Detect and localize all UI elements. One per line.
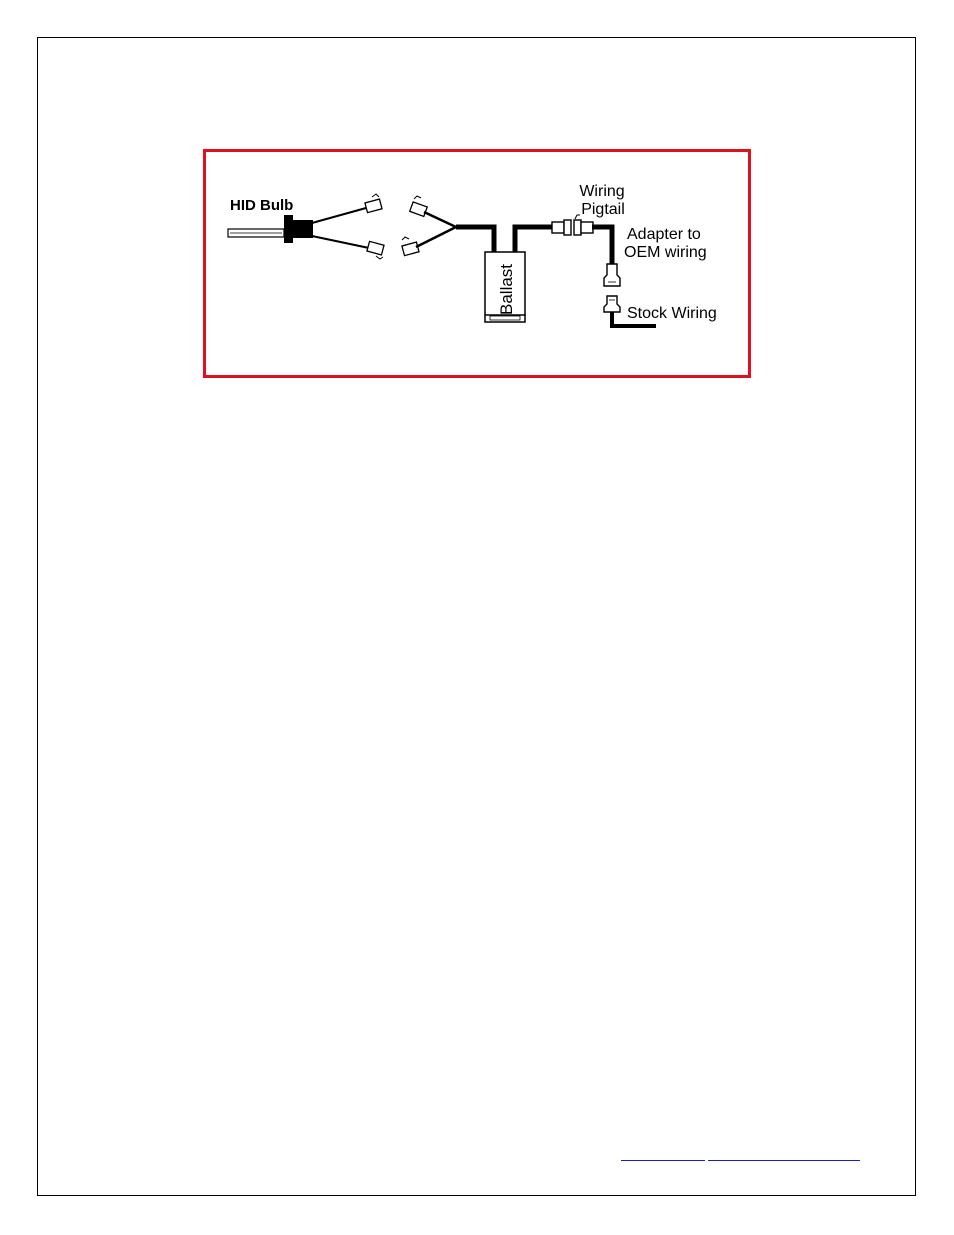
- ballast-input-wires: [416, 212, 494, 254]
- wiring-pigtail-label-line1: Wiring: [579, 183, 625, 200]
- adapter-label-line2: OEM wiring: [624, 244, 707, 261]
- bulb-connector-bottom: [367, 241, 384, 259]
- adapter-wire: [592, 227, 612, 264]
- bulb-wire-top: [312, 208, 366, 223]
- stock-wiring-plug: [604, 296, 620, 312]
- bulb-wire-bottom: [312, 236, 369, 248]
- hid-bulb-label: HID Bulb: [230, 197, 294, 214]
- wiring-diagram-svg: [206, 152, 748, 375]
- wiring-pigtail-label-line2: Pigtail: [581, 201, 625, 218]
- bulb-connector-top: [365, 194, 382, 213]
- footer-link-1[interactable]: [621, 1146, 705, 1161]
- pigtail-connector-left: [552, 220, 571, 235]
- adapter-label-line1: Adapter to: [627, 226, 701, 243]
- adapter-plug: [604, 264, 620, 286]
- ballast-output-wire: [515, 227, 554, 254]
- stock-wiring-label: Stock Wiring: [627, 305, 717, 322]
- hid-bulb-body: [293, 220, 313, 238]
- ballast-label: Ballast: [497, 263, 516, 315]
- footer-link-2[interactable]: [708, 1146, 860, 1161]
- ballast-input-thick: [456, 227, 494, 254]
- wiring-diagram: [203, 149, 751, 378]
- hid-bulb-base: [284, 215, 293, 243]
- pigtail-connector-right: [574, 215, 593, 235]
